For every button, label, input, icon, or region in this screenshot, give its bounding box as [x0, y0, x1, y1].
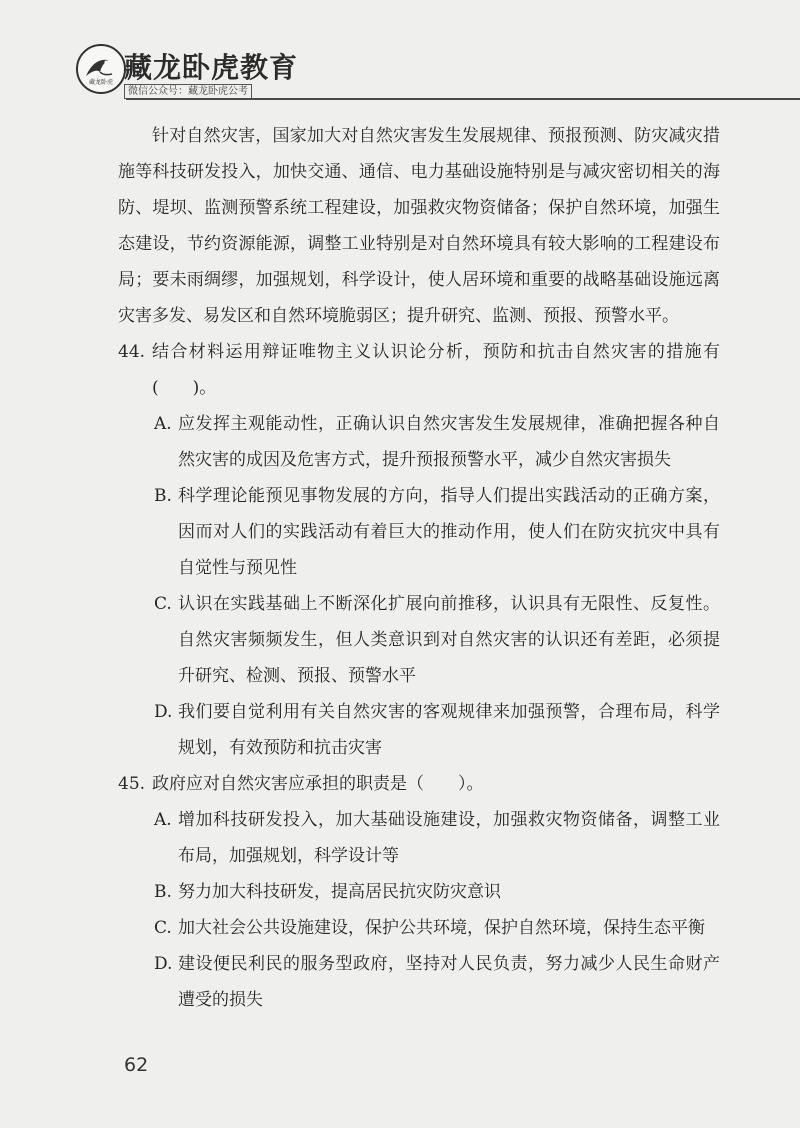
option-text: 科学理论能预见事物发展的方向，指导人们提出实践活动的正确方案，因而对人们的实践活动有着巨大的推动作用，使人们在防灾抗灾中具有自觉性与预见性 — [178, 486, 720, 578]
option-text: 加大社会公共设施建设，保护公共环境，保护自然环境，保持生态平衡 — [178, 918, 705, 938]
brand-logo — [76, 44, 126, 94]
option-44-a — [118, 406, 720, 478]
option-44-c — [118, 586, 720, 694]
question-stem: 政府应对自然灾害应承担的职责是（ ）。 — [152, 774, 484, 794]
option-text: 认识在实践基础上不断深化扩展向前推移，认识具有无限性、反复性。自然灾害频频发生，但人类意识到对自然灾害的认识还有差距，必须提升研究、检测、预报、预警水平 — [178, 594, 720, 686]
intro-paragraph: 针对自然灾害，国家加大对自然灾害发生发展规律、预报预测、防灾减灾措施等科技研发投入，加快交通、通信、电力基础设施特别是与减灾密切相关的海防、堤坝、监测预警系统工程建设，加强救灾物资储备；保护自然环境，加强生态建设，节约资源能源，调整工业特别是对自然环境具有较大影响的工程建设布局；要未雨绸缪，加强规划，科学设计，使人居环境和重要的战略基础设施远离灾害多发、易发区和自然环境脆弱区；提升研究、监测、预报、预警水平。 — [118, 126, 720, 326]
option-letter: C. — [154, 594, 172, 614]
option-45-b — [118, 874, 720, 910]
option-letter: D. — [154, 954, 173, 974]
question-44 — [118, 334, 720, 406]
option-text: 我们要自觉利用有关自然灾害的客观规律来加强预警，合理布局，科学规划，有效预防和抗击灾害 — [178, 702, 720, 758]
option-text: 努力加大科技研发，提高居民抗灾防灾意识 — [178, 882, 501, 902]
page-header — [0, 0, 800, 110]
option-letter: A. — [154, 414, 172, 434]
option-letter: D. — [154, 702, 173, 722]
question-number: 44. — [118, 342, 146, 362]
question-number: 45. — [118, 774, 146, 794]
option-letter: B. — [154, 486, 172, 506]
brand-subtitle: 微信公众号：藏龙卧虎公考 — [124, 84, 252, 99]
question-45 — [118, 766, 720, 802]
question-stem: 结合材料运用辩证唯物主义认识论分析，预防和抗击自然灾害的措施有( )。 — [152, 342, 720, 398]
option-45-a — [118, 802, 720, 874]
option-letter: A. — [154, 810, 172, 830]
option-text: 应发挥主观能动性，正确认识自然灾害发生发展规律，准确把握各种自然灾害的成因及危害方式，提升预报预警水平，减少自然灾害损失 — [178, 414, 720, 470]
brand-name: 藏龙卧虎教育 — [124, 51, 299, 84]
header-divider — [126, 98, 800, 100]
option-45-d — [118, 946, 720, 1018]
page-number: 62 — [124, 1054, 149, 1076]
option-text: 建设便民利民的服务型政府，坚持对人民负责，努力减少人民生命财产遭受的损失 — [178, 954, 720, 1010]
option-44-b — [118, 478, 720, 586]
option-44-d — [118, 694, 720, 766]
logo-text: 藏龙卧虎 — [88, 79, 113, 86]
option-text: 增加科技研发投入，加大基础设施建设，加强救灾物资储备，调整工业布局，加强规划，科学设计等 — [178, 810, 720, 866]
page-content — [118, 118, 720, 1018]
option-letter: B. — [154, 882, 172, 902]
option-letter: C. — [154, 918, 172, 938]
option-45-c — [118, 910, 720, 946]
